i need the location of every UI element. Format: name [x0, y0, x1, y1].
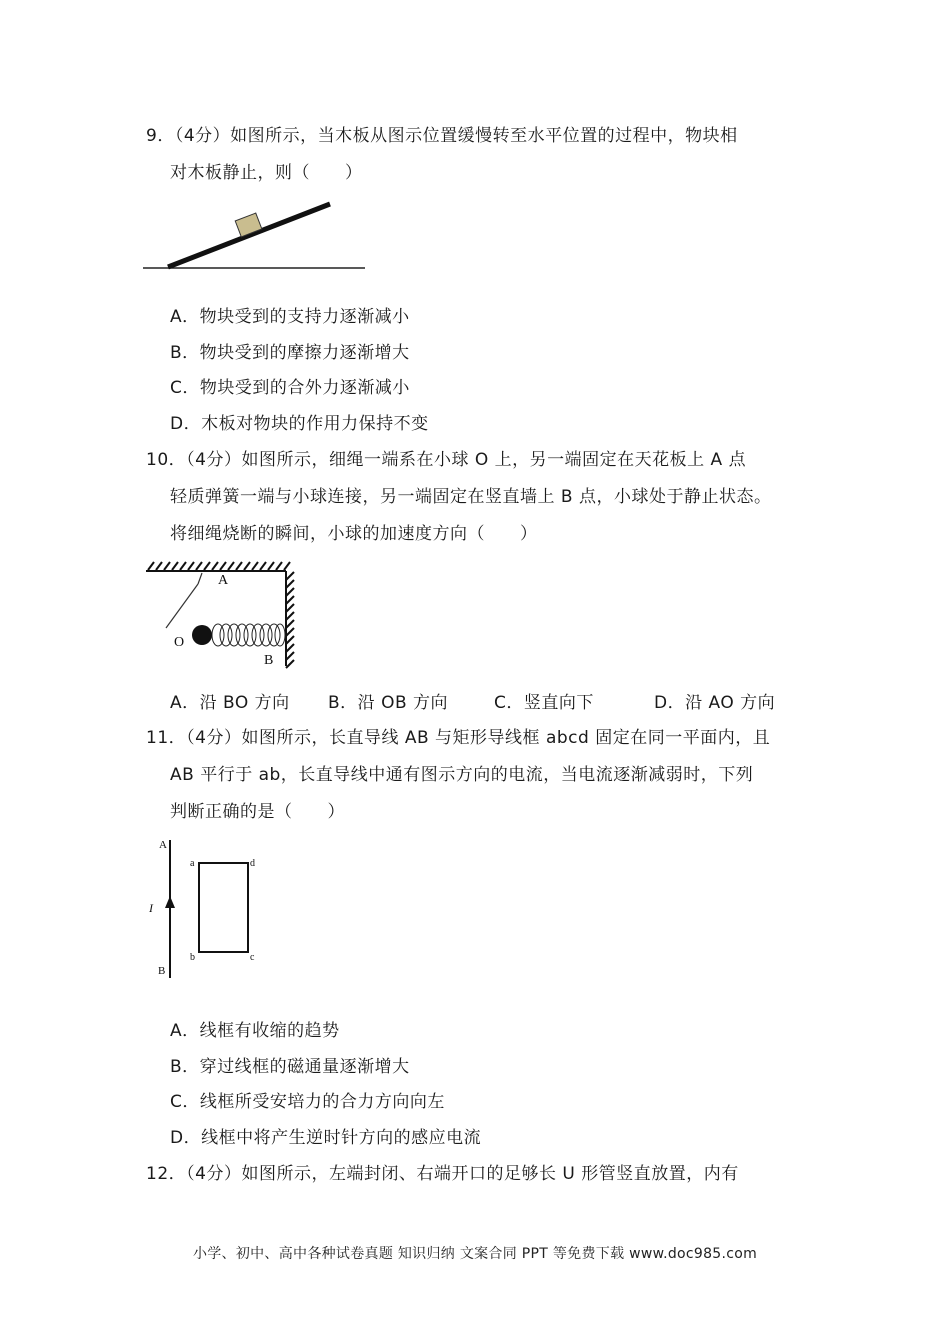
q10-ball — [192, 625, 212, 645]
q11-line-1: 11．（4分）如图所示，长直导线 AB 与矩形导线框 abcd 固定在同一平面内，且 — [146, 728, 771, 748]
page-footer: 小学、初中、高中各种试卷真题 知识归纳 文案合同 PPT 等免费下载 www.doc985.com — [192, 1246, 758, 1262]
q9-option-c[interactable]: C．物块受到的合外力逐渐减小 — [170, 378, 410, 398]
q11-label-d: d — [250, 858, 255, 869]
q10-rope — [166, 584, 198, 628]
q11-label-B: B — [158, 965, 166, 977]
q11-line-3: 判断正确的是（ ） — [170, 802, 345, 822]
q10-line-2: 轻质弹簧一端与小球连接，另一端固定在竖直墙上 B 点，小球处于静止状态。 — [170, 487, 772, 507]
q11-label-c: c — [250, 952, 255, 963]
q10-label-o: O — [174, 635, 185, 650]
q10-option-a[interactable]: A．沿 BO 方向 — [170, 693, 290, 713]
q10-label-b: B — [264, 653, 274, 668]
q11-option-d[interactable]: D．线框中将产生逆时针方向的感应电流 — [170, 1128, 482, 1148]
q9-option-b[interactable]: B．物块受到的摩擦力逐渐增大 — [170, 343, 410, 363]
q9-line-1: 9．（4分）如图所示，当木板从图示位置缓慢转至水平位置的过程中，物块相 — [146, 126, 738, 146]
q11-label-b: b — [190, 952, 195, 963]
q10-label-a: A — [218, 573, 229, 588]
q9-option-a[interactable]: A．物块受到的支持力逐渐减小 — [170, 307, 410, 327]
q10-spring — [212, 624, 285, 646]
q9-board — [168, 204, 330, 267]
q11-option-b[interactable]: B．穿过线框的磁通量逐渐增大 — [170, 1057, 410, 1077]
q10-option-b[interactable]: B．沿 OB 方向 — [328, 693, 449, 713]
q11-option-c[interactable]: C．线框所受安培力的合力方向向左 — [170, 1092, 445, 1112]
q10-option-c[interactable]: C．竖直向下 — [494, 693, 594, 713]
q11-current-arrow — [165, 896, 175, 908]
q11-label-a: a — [190, 858, 195, 869]
q12-line-1: 12．（4分）如图所示，左端封闭、右端开口的足够长 U 形管竖直放置，内有 — [146, 1164, 739, 1184]
q10-option-d[interactable]: D．沿 AO 方向 — [654, 693, 776, 713]
q11-option-a[interactable]: A．线框有收缩的趋势 — [170, 1021, 340, 1041]
q11-label-I: I — [149, 901, 153, 915]
q11-figure-wire-frame — [140, 836, 270, 982]
q10-line-1: 10．（4分）如图所示，细绳一端系在小球 O 上，另一端固定在天花板上 A 点 — [146, 450, 747, 470]
q9-figure-incline — [140, 196, 375, 274]
q10-figure-ball-spring — [140, 556, 300, 671]
q11-line-2: AB 平行于 ab，长直导线中通有图示方向的电流，当电流逐渐减弱时，下列 — [170, 765, 754, 785]
q11-rect-frame — [199, 863, 248, 952]
q10-line-3: 将细绳烧断的瞬间，小球的加速度方向（ ） — [170, 524, 538, 544]
q9-line-2: 对木板静止，则（ ） — [170, 163, 363, 183]
q9-option-d[interactable]: D．木板对物块的作用力保持不变 — [170, 414, 429, 434]
q11-label-A: A — [159, 839, 167, 851]
